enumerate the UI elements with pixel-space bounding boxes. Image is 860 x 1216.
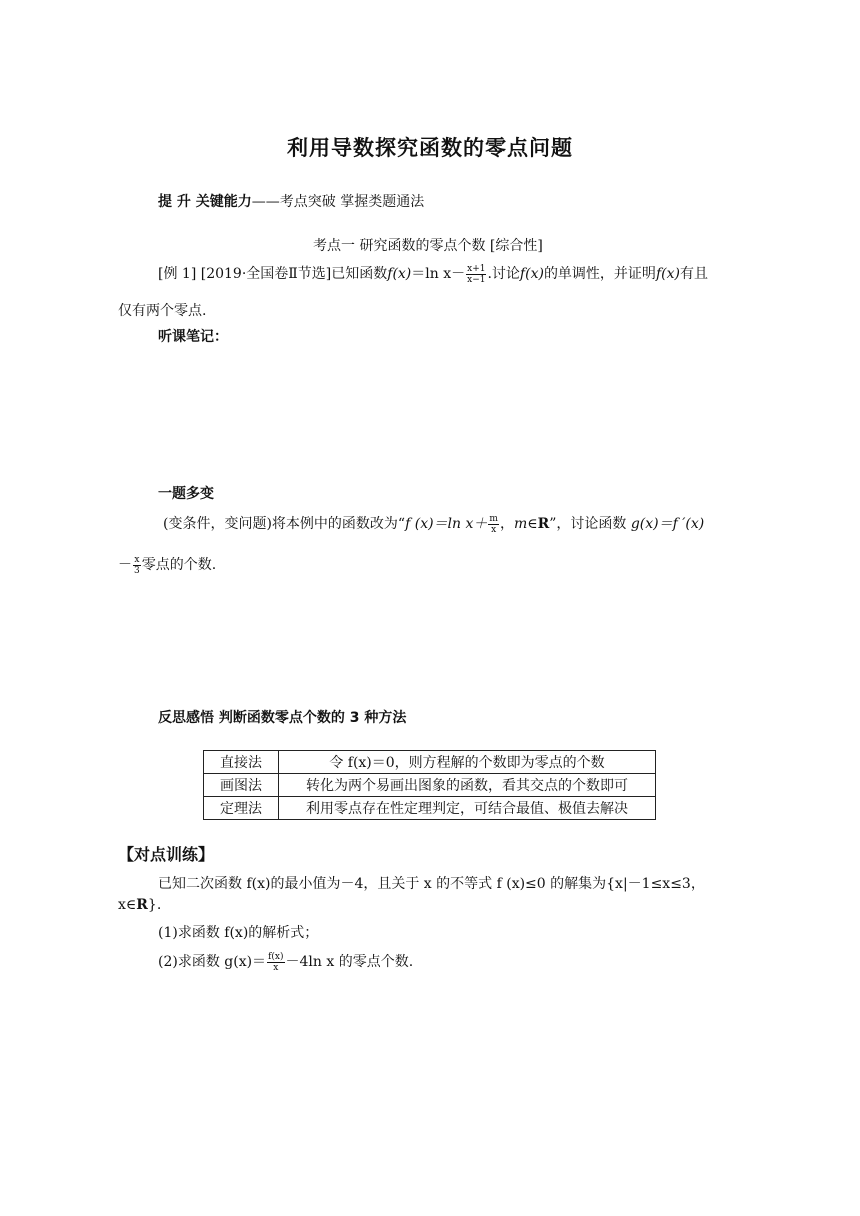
example-frac-den: x−1 [467,274,486,285]
variation-m: m∈ [513,516,538,532]
example-source: [2019·全国卷Ⅱ节选] [200,266,332,282]
example-text-d: 有且 [679,266,708,282]
table-row [204,797,656,820]
example-eq: ＝ln x－ [411,266,466,282]
variation-frac1-num: m [489,513,498,524]
example-fx-3: f(x) [655,266,680,282]
variation-text-a: (变条件，变问题)将本例中的函数改为“ [163,516,406,532]
variation-frac2-num: x [134,554,140,565]
variation-frac1-den: x [491,524,497,535]
table-row [204,751,656,774]
training-question-1: (1)求函数 f(x)的解析式； [158,925,319,941]
variation-fraction-2 [133,555,141,576]
example-text-a: 已知函数 [331,266,388,282]
variation-text-c: ”，讨论函数 [549,516,627,532]
training-question-2 [158,951,413,973]
example-frac-num: x+1 [467,263,486,274]
training-R: R [136,897,148,913]
variation-R: R [537,516,550,532]
variation-g: g(x)＝f ′(x) [630,516,705,532]
variation-text-b: ， [499,516,514,532]
training-q2-a: (2)求函数 g(x)＝ [158,954,267,970]
training-close: }. [147,897,162,913]
training-line-2 [118,897,161,913]
method-desc: 令 f(x)＝0，则方程解的个数即为零点的个数 [279,751,656,774]
method-name: 定理法 [204,797,279,820]
example-text-b: .讨论 [487,266,520,282]
training-frac-den: x [273,962,279,973]
training-fraction [267,952,284,973]
variation-text-d: 零点的个数. [141,557,217,573]
variation-minus: － [118,557,132,573]
method-name: 直接法 [204,751,279,774]
variation-fraction-1 [488,514,499,535]
method-name: 画图法 [204,774,279,797]
kaodian-heading: 考点一 研究函数的零点个数 [综合性] [313,238,543,254]
method-desc: 利用零点存在性定理判定，可结合最值、极值去解决 [279,797,656,820]
reflection-heading: 反思感悟 判断函数零点个数的 3 种方法 [158,710,407,726]
section-suffix: ——考点突破 掌握类题通法 [251,194,425,210]
notes-label: 听课笔记： [158,329,228,345]
methods-table [203,750,656,820]
example-line-2: 仅有两个零点. [118,303,207,319]
method-desc: 转化为两个易画出图象的函数，看其交点的个数即可 [279,774,656,797]
training-line-1: 已知二次函数 f(x)的最小值为－4，且关于 x 的不等式 f (x)≤0 的解集为{x|－1≤x≤3， [158,876,705,892]
example-fx-2: f(x) [519,266,544,282]
page-title: 利用导数探究函数的零点问题 [287,136,573,160]
example-text-c: 的单调性，并证明 [543,266,656,282]
variation-line-1 [163,513,704,535]
section-label: 提 升 关键能力 [158,194,252,210]
table-row [204,774,656,797]
variation-heading: 一题多变 [158,486,214,502]
example-line-1 [158,263,708,285]
training-heading: 【对点训练】 [118,845,215,864]
training-q2-b: －4ln x 的零点个数. [285,954,414,970]
training-x-in: x∈ [118,897,137,913]
variation-line-2 [118,554,216,576]
variation-frac2-den: 3 [134,565,140,576]
section-header [158,191,424,211]
training-frac-num: f(x) [268,951,284,962]
example-fraction [466,264,486,285]
example-fx: f(x) [387,266,412,282]
example-tag: [例 1] [158,266,197,282]
variation-f: f (x)＝ln x＋ [405,516,488,532]
